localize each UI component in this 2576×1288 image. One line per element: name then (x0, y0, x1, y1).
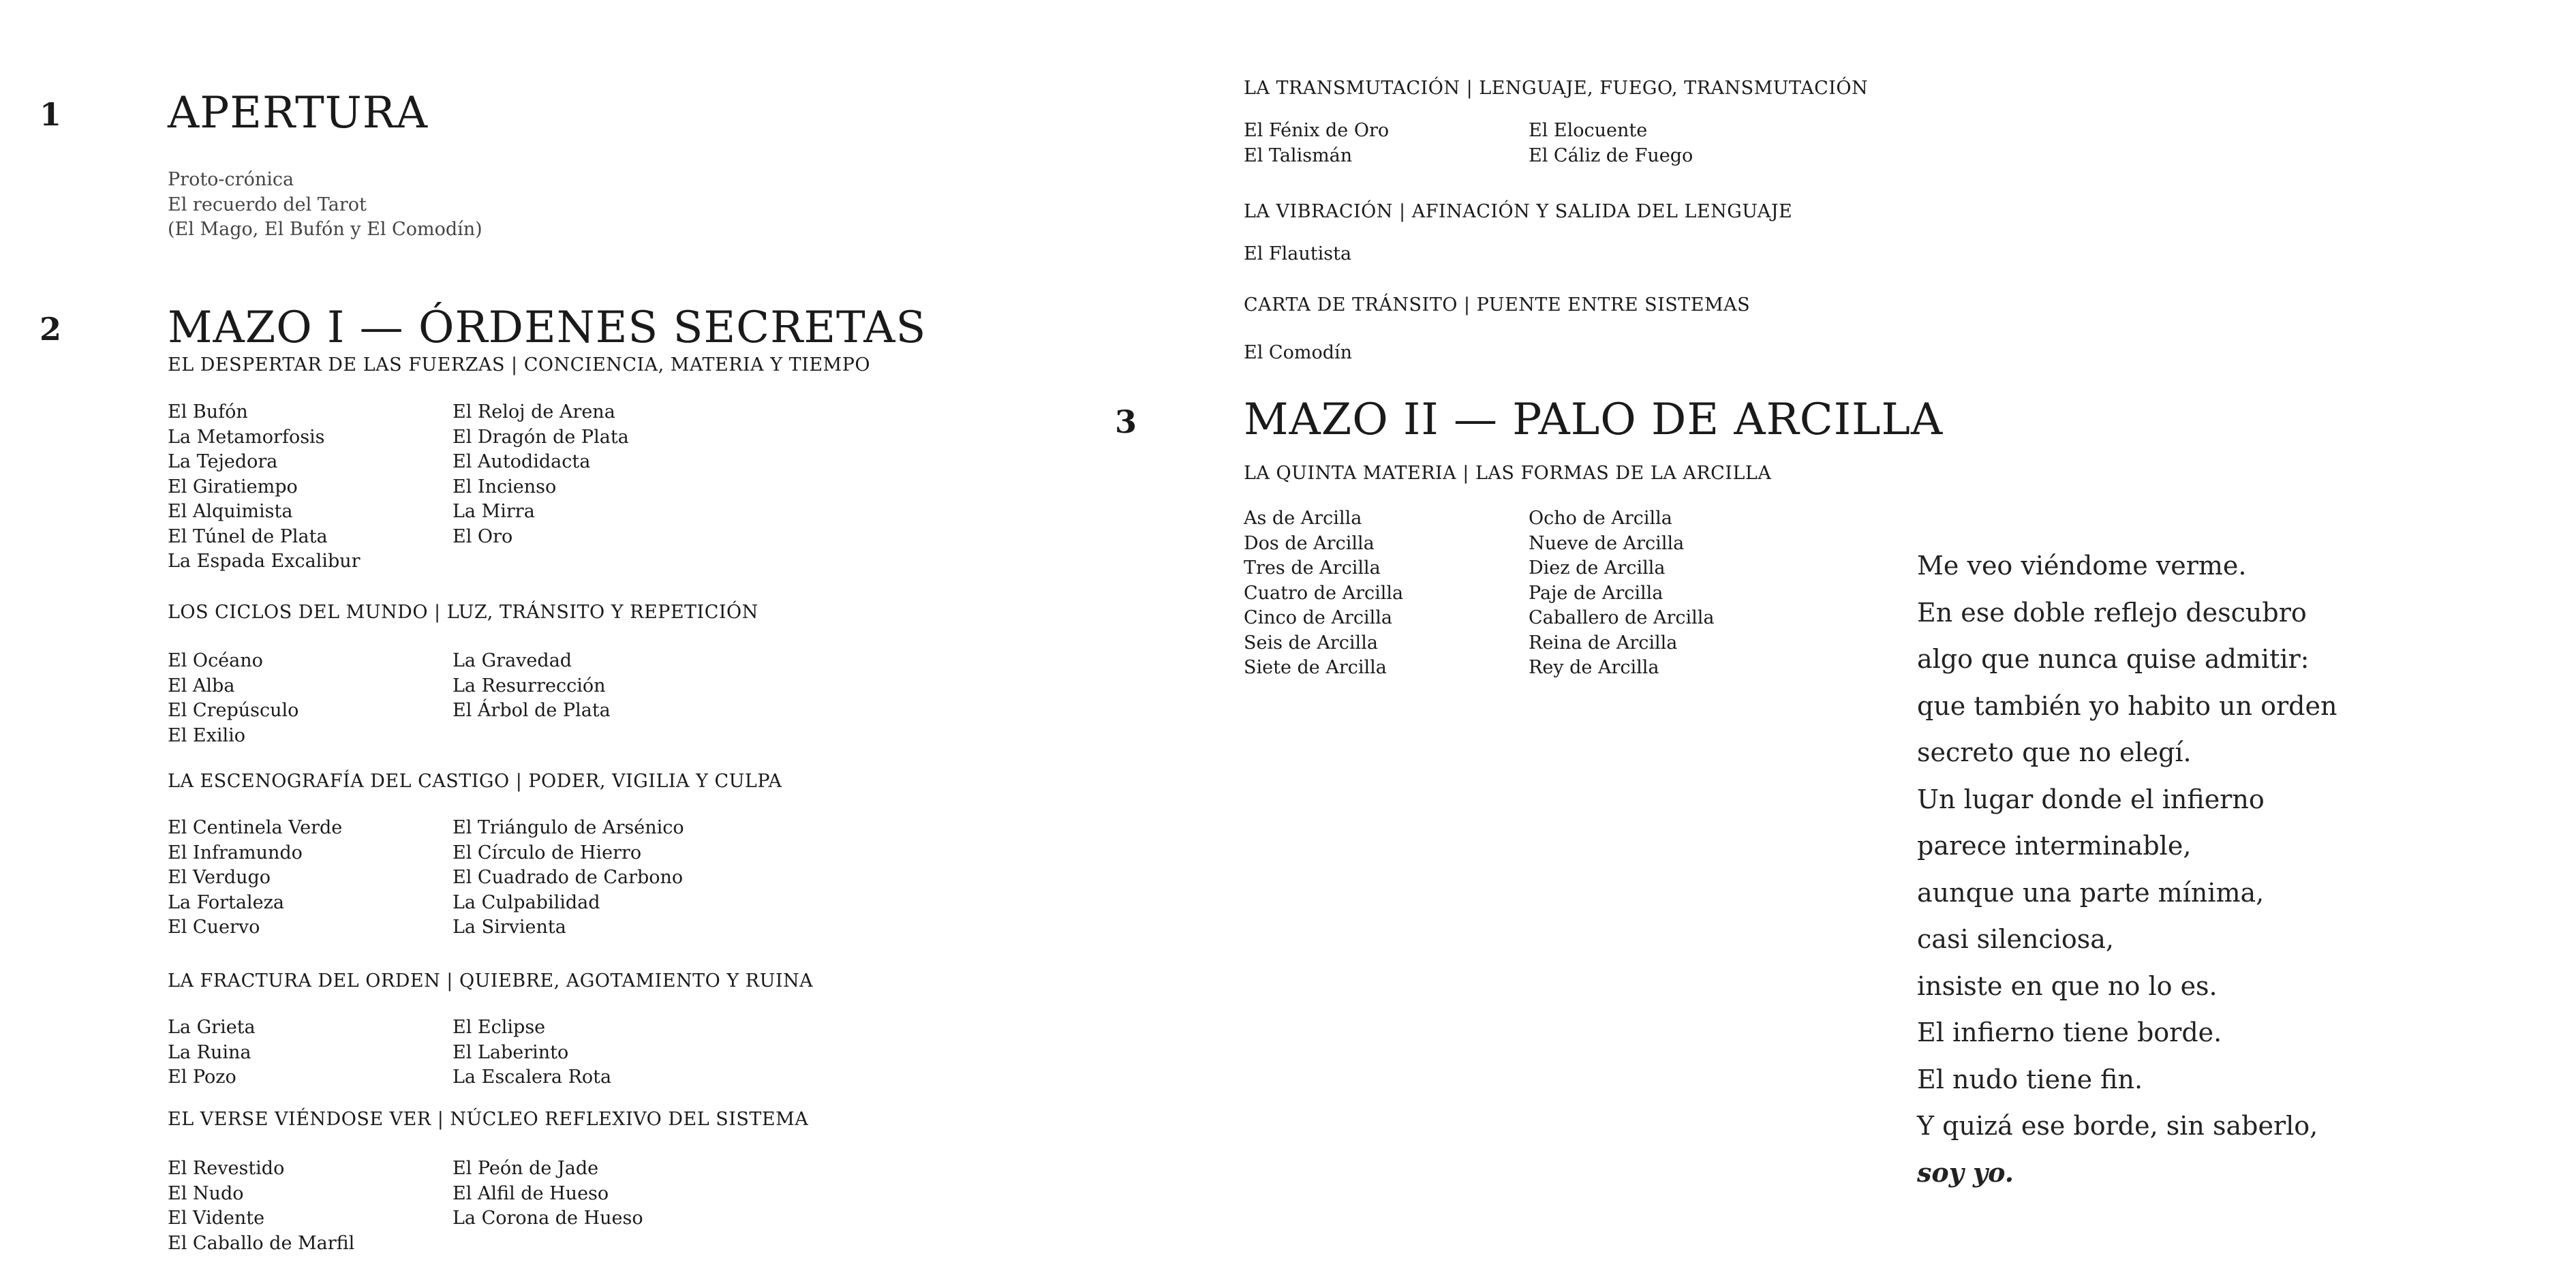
card-item: El Flautista (1244, 243, 1352, 264)
section-number: 3 (1115, 403, 1137, 440)
card-list (1244, 341, 1352, 366)
card-list (168, 816, 342, 940)
card-item: El Elocuente (1529, 120, 1648, 141)
card-item: El Alfil de Hueso (453, 1182, 609, 1204)
subsection-heading: CARTA DE TRÁNSITO | PUENTE ENTRE SISTEMAS (1244, 294, 1751, 316)
card-item: Seis de Arcilla (1244, 632, 1378, 654)
poem-line: El infierno tiene borde. (1917, 1017, 2222, 1047)
card-item: La Mirra (453, 501, 535, 522)
card-item: El Giratiempo (168, 476, 298, 497)
poem-line: casi silenciosa, (1917, 924, 2114, 954)
card-item: El Autodidacta (453, 451, 591, 472)
card-item: La Escalera Rota (453, 1067, 612, 1088)
card-item: El Peón de Jade (453, 1158, 599, 1179)
card-item: El Círculo de Hierro (453, 842, 642, 863)
poem (1917, 542, 2337, 1196)
section-number: 1 (40, 96, 62, 133)
card-item: El Caballo de Marfil (168, 1232, 355, 1254)
card-item: El Árbol de Plata (453, 700, 611, 721)
card-item: Siete de Arcilla (1244, 657, 1387, 678)
card-item: La Gravedad (453, 650, 572, 671)
subsection-heading: LA ESCENOGRAFÍA DEL CASTIGO | PODER, VIGILIA Y CULPA (168, 771, 782, 792)
card-item: El Fénix de Oro (1244, 120, 1390, 141)
card-list (1529, 119, 1693, 168)
card-item: La Culpabilidad (453, 891, 600, 913)
card-list (453, 1015, 611, 1090)
card-item: Diez de Arcilla (1529, 557, 1666, 579)
card-list (168, 1015, 256, 1090)
card-item: El Reloj de Arena (453, 401, 615, 423)
card-list (1244, 242, 1351, 267)
poem-line: secreto que no elegí. (1917, 737, 2192, 767)
card-item: El Eclipse (453, 1017, 546, 1038)
card-item: El Crepúsculo (168, 700, 299, 721)
card-item: Cuatro de Arcilla (1244, 582, 1404, 604)
section-title: MAZO II — PALO DE ARCILLA (1244, 395, 1944, 445)
poem-line: parece interminable, (1917, 831, 2192, 861)
card-item: Tres de Arcilla (1244, 557, 1381, 579)
poem-line: aunque una parte mínima, (1917, 877, 2265, 908)
poem-line: insiste en que no lo es. (1917, 970, 2218, 1001)
card-list (1244, 506, 1403, 681)
card-list (453, 1156, 643, 1231)
poem-line: que también yo habito un orden (1917, 690, 2337, 721)
card-item: Rey de Arcilla (1529, 657, 1659, 678)
card-item: Ocho de Arcilla (1529, 508, 1672, 529)
card-list (453, 816, 684, 940)
card-item: El Comodín (1244, 342, 1353, 363)
card-item: El Alquimista (168, 501, 293, 522)
poem-final-line: soy yo. (1917, 1156, 2014, 1188)
card-item: La Fortaleza (168, 891, 284, 913)
card-item: El Océano (168, 650, 263, 671)
apertura-line: Proto-crónica (168, 169, 294, 190)
card-list (453, 649, 611, 724)
card-item: El Cuadrado de Carbono (453, 867, 684, 888)
card-item: Reina de Arcilla (1529, 632, 1678, 654)
poem-line: Me veo viéndome verme. (1917, 551, 2247, 581)
card-item: La Metamorfosis (168, 426, 325, 448)
card-item: La Sirvienta (453, 917, 566, 938)
subsection-heading: EL DESPERTAR DE LAS FUERZAS | CONCIENCIA, MATERIA Y TIEMPO (168, 354, 871, 375)
card-item: Paje de Arcilla (1529, 582, 1663, 604)
card-item: El Cáliz de Fuego (1529, 144, 1693, 166)
card-list (1244, 119, 1389, 168)
poem-line: El nudo tiene fin. (1917, 1064, 2143, 1094)
card-item: El Dragón de Plata (453, 426, 629, 448)
card-list (1529, 506, 1715, 681)
poem-line: En ese doble reflejo descubro (1917, 597, 2307, 628)
card-item: El Triángulo de Arsénico (453, 817, 684, 838)
card-item: El Revestido (168, 1158, 285, 1179)
subsection-heading: LOS CICLOS DEL MUNDO | LUZ, TRÁNSITO Y REPETICIÓN (168, 602, 758, 623)
card-item: El Cuervo (168, 917, 260, 938)
card-item: El Vidente (168, 1208, 265, 1229)
card-item: Dos de Arcilla (1244, 532, 1375, 554)
subsection-heading: EL VERSE VIÉNDOSE VER | NÚCLEO REFLEXIVO DEL SISTEMA (168, 1109, 809, 1130)
card-item: La Ruina (168, 1041, 251, 1063)
section-title: MAZO I — ÓRDENES SECRETAS (168, 303, 927, 353)
card-item: El Talismán (1244, 144, 1353, 166)
section-number: 2 (40, 311, 62, 348)
subsection-heading: LA VIBRACIÓN | AFINACIÓN Y SALIDA DEL LENGUAJE (1244, 201, 1793, 222)
section-title: APERTURA (168, 88, 429, 138)
card-list (168, 400, 361, 574)
card-item: Cinco de Arcilla (1244, 607, 1393, 628)
card-list (168, 1156, 354, 1256)
card-item: El Centinela Verde (168, 817, 343, 838)
card-item: El Oro (453, 525, 513, 547)
apertura-line: El recuerdo del Tarot (168, 194, 367, 215)
card-item: El Inframundo (168, 842, 303, 863)
subsection-heading: LA FRACTURA DEL ORDEN | QUIEBRE, AGOTAMIENTO Y RUINA (168, 970, 814, 992)
poem-line: Y quizá ese borde, sin saberlo, (1917, 1111, 2318, 1141)
card-item: La Tejedora (168, 451, 278, 472)
card-item: La Grieta (168, 1017, 256, 1038)
card-item: El Nudo (168, 1182, 244, 1204)
card-item: El Incienso (453, 476, 557, 497)
subsection-heading: LA QUINTA MATERIA | LAS FORMAS DE LA ARCILLA (1244, 463, 1772, 484)
card-item: Caballero de Arcilla (1529, 607, 1715, 628)
card-item: La Resurrección (453, 675, 606, 696)
card-item: El Exilio (168, 724, 246, 746)
apertura-line: (El Mago, El Bufón y El Comodín) (168, 219, 482, 240)
card-list (168, 649, 298, 748)
card-item: El Bufón (168, 401, 248, 423)
subsection-heading: LA TRANSMUTACIÓN | LENGUAJE, FUEGO, TRANSMUTACIÓN (1244, 78, 1869, 99)
card-list (453, 400, 629, 549)
card-item: El Laberinto (453, 1041, 569, 1063)
poem-line: algo que nunca quise admitir: (1917, 644, 2310, 674)
card-item: El Alba (168, 675, 235, 696)
card-item: La Espada Excalibur (168, 551, 361, 572)
poem-line: Un lugar donde el infierno (1917, 784, 2265, 814)
card-item: El Verdugo (168, 867, 271, 888)
card-item: El Pozo (168, 1067, 236, 1088)
apertura-lines (168, 168, 482, 243)
card-item: As de Arcilla (1244, 508, 1362, 529)
card-item: Nueve de Arcilla (1529, 532, 1685, 554)
card-item: La Corona de Hueso (453, 1208, 643, 1229)
card-item: El Túnel de Plata (168, 525, 328, 547)
